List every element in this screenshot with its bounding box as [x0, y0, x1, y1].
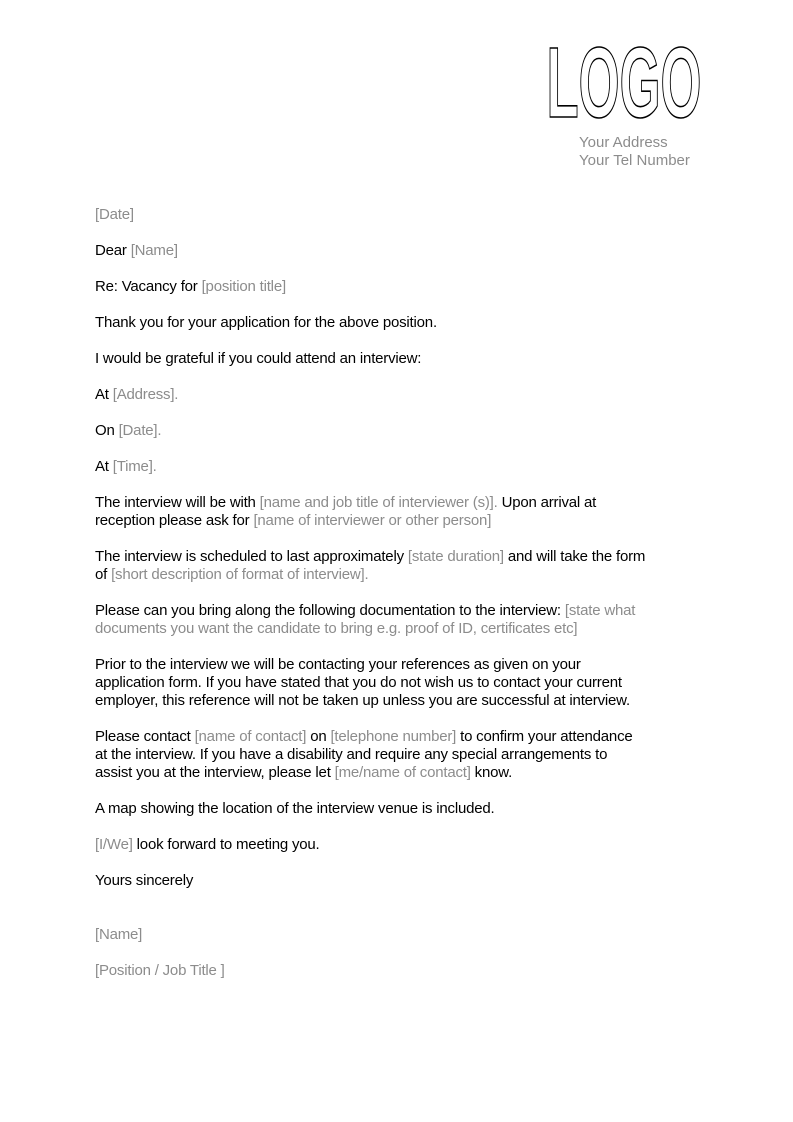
para-text: reception please ask for: [95, 512, 254, 529]
time-placeholder: [Time].: [112, 458, 157, 475]
signature-name: [Name]: [95, 926, 143, 943]
documents-placeholder: [state what: [564, 602, 636, 619]
on-label: On: [95, 422, 119, 439]
sender-address: Your Address: [579, 134, 668, 151]
para-text: Prior to the interview we will be contacting your references as given on your: [95, 656, 581, 673]
telephone-placeholder: [telephone number]: [330, 728, 457, 745]
contact-paragraph: [95, 728, 705, 782]
references-paragraph: [95, 656, 705, 710]
thank-you-line: Thank you for your application for the above position.: [95, 314, 437, 331]
documents-placeholder-cont: documents you want the candidate to bring e.g. proof of ID, certificates etc]: [95, 620, 578, 637]
closing: Yours sincerely: [95, 872, 194, 889]
at-time-label: At: [95, 458, 113, 475]
salutation: [95, 242, 705, 260]
subject-line: [95, 278, 705, 296]
signature-space: [95, 908, 705, 926]
we-placeholder: [I/We]: [95, 836, 133, 853]
para-text: application form. If you have stated that you do not wish us to contact your current: [95, 674, 622, 691]
para-text: of: [95, 566, 112, 583]
contact-person-placeholder: [me/name of contact]: [334, 764, 471, 781]
para-text: Upon arrival at: [497, 494, 597, 511]
letter-date: [95, 206, 705, 224]
date-placeholder: [Date]: [95, 206, 134, 223]
para-text: assist you at the interview, please let: [95, 764, 335, 781]
interviewer-paragraph: [95, 494, 705, 530]
salutation-text: Dear: [95, 242, 131, 259]
map-line: A map showing the location of the interview venue is included.: [95, 800, 495, 817]
format-placeholder: [short description of format of interview].: [111, 566, 369, 583]
para-text: employer, this reference will not be taken up unless you are successful at interview.: [95, 692, 630, 709]
para-text: to confirm your attendance: [456, 728, 633, 745]
look-forward-line: [95, 836, 705, 854]
duration-placeholder: [state duration]: [407, 548, 504, 565]
address-placeholder: [Address].: [112, 386, 179, 403]
at-label: At: [95, 386, 113, 403]
letter-body: [95, 206, 705, 998]
contact-name-placeholder: [name of contact]: [194, 728, 307, 745]
logo-text: LOGO: [546, 36, 702, 126]
interview-address: [95, 386, 705, 404]
reception-contact-placeholder: [name of interviewer or other person]: [253, 512, 492, 529]
para-text: Please can you bring along the following documentation to the interview:: [95, 602, 565, 619]
para-text: at the interview. If you have a disability and require any special arrangements to: [95, 746, 608, 763]
para-text: The interview is scheduled to last approximately: [95, 548, 408, 565]
para-text: The interview will be with: [95, 494, 260, 511]
documents-paragraph: [95, 602, 705, 638]
position-placeholder: [position title]: [201, 278, 286, 295]
sender-tel: Your Tel Number: [579, 152, 690, 169]
para-text: Please contact: [95, 728, 195, 745]
attend-line: I would be grateful if you could attend an interview:: [95, 350, 422, 367]
company-logo: [543, 36, 705, 126]
signature-title: [Position / Job Title ]: [95, 962, 225, 979]
interview-date-placeholder: [Date].: [118, 422, 162, 439]
duration-paragraph: [95, 548, 705, 584]
para-text: know.: [470, 764, 513, 781]
subject-text: Re: Vacancy for: [95, 278, 202, 295]
interview-date: [95, 422, 705, 440]
para-text: on: [306, 728, 331, 745]
interviewer-placeholder: [name and job title of interviewer (s)].: [259, 494, 498, 511]
para-text: and will take the form: [503, 548, 646, 565]
name-placeholder: [Name]: [130, 242, 178, 259]
sender-contact: [579, 134, 690, 170]
para-text: look forward to meeting you.: [132, 836, 320, 853]
interview-time: [95, 458, 705, 476]
